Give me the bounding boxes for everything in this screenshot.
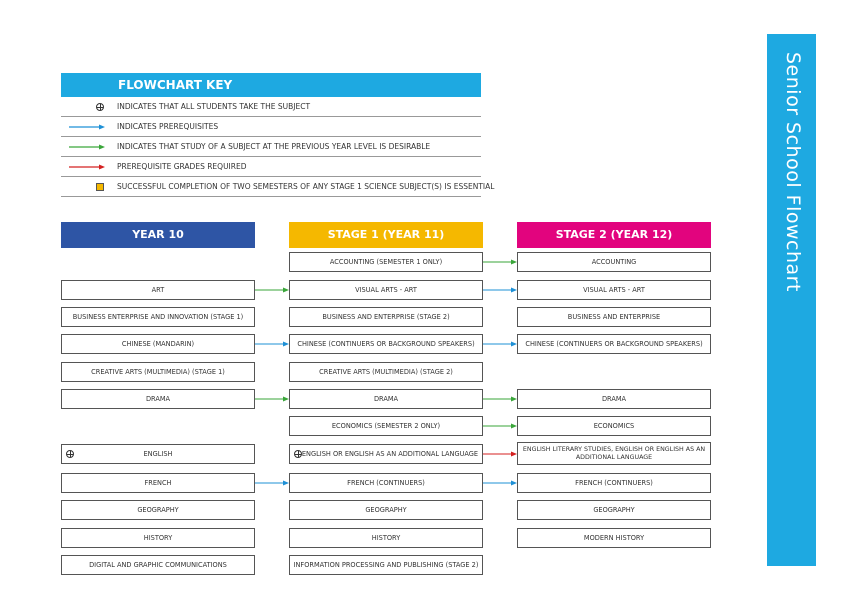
- arrow-visual-arts-s1-s2: [483, 288, 517, 293]
- key-row-text: INDICATES THAT ALL STUDENTS TAKE THE SUBJECT: [117, 102, 311, 111]
- subject-box-year10-geography: GEOGRAPHY: [61, 500, 255, 520]
- arrow-drama-s1-s2: [483, 397, 517, 402]
- arrow-french-s1-s2: [483, 481, 517, 486]
- arrow-drama-y10-s1: [255, 397, 289, 402]
- subject-box-stage1-creative-arts: CREATIVE ARTS (MULTIMEDIA) (STAGE 2): [289, 362, 483, 382]
- subject-box-stage1-accounting: ACCOUNTING (SEMESTER 1 ONLY): [289, 252, 483, 272]
- key-row-text: INDICATES THAT STUDY OF A SUBJECT AT THE PREVIOUS YEAR LEVEL IS DESIRABLE: [117, 142, 431, 151]
- subject-box-year10-creative-arts: CREATIVE ARTS (MULTIMEDIA) (STAGE 1): [61, 362, 255, 382]
- subject-box-year10-art: ART: [61, 280, 255, 300]
- subject-box-stage2-economics: ECONOMICS: [517, 416, 711, 436]
- subject-box-stage1-info-processing: INFORMATION PROCESSING AND PUBLISHING (STAGE 2): [289, 555, 483, 575]
- subject-box-stage1-french: FRENCH (CONTINUERS): [289, 473, 483, 493]
- key-title: FLOWCHART KEY: [61, 73, 481, 97]
- key-row-text: PREREQUISITE GRADES REQUIRED: [117, 162, 247, 171]
- arrow-chinese-y10-s1: [255, 342, 289, 347]
- subject-box-stage1-drama: DRAMA: [289, 389, 483, 409]
- subject-box-stage2-accounting: ACCOUNTING: [517, 252, 711, 272]
- subject-box-stage1-business: BUSINESS AND ENTERPRISE (STAGE 2): [289, 307, 483, 327]
- subject-box-year10-drama: DRAMA: [61, 389, 255, 409]
- arrow-art-y10-s1: [255, 288, 289, 293]
- sidebar-title: Senior School Flowchart: [781, 52, 804, 292]
- subject-box-year10-digital-graphic: DIGITAL AND GRAPHIC COMMUNICATIONS: [61, 555, 255, 575]
- subject-box-stage2-drama: DRAMA: [517, 389, 711, 409]
- column-header-year10: YEAR 10: [61, 222, 255, 248]
- arrow-chinese-s1-s2: [483, 342, 517, 347]
- subject-box-year10-history: HISTORY: [61, 528, 255, 548]
- subject-box-stage1-economics: ECONOMICS (SEMESTER 2 ONLY): [289, 416, 483, 436]
- subject-box-stage2-visual-arts: VISUAL ARTS - ART: [517, 280, 711, 300]
- subject-box-year10-business: BUSINESS ENTERPRISE AND INNOVATION (STAGE 1): [61, 307, 255, 327]
- subject-box-stage2-french: FRENCH (CONTINUERS): [517, 473, 711, 493]
- subject-box-stage2-english: ENGLISH LITERARY STUDIES, ENGLISH OR ENGLISH AS AN ADDITIONAL LANGUAGE: [517, 442, 711, 465]
- subject-box-stage1-history: HISTORY: [289, 528, 483, 548]
- subject-box-stage2-business: BUSINESS AND ENTERPRISE: [517, 307, 711, 327]
- arrow-french-y10-s1: [255, 481, 289, 486]
- subject-box-stage2-geography: GEOGRAPHY: [517, 500, 711, 520]
- subject-box-stage1-visual-arts: VISUAL ARTS - ART: [289, 280, 483, 300]
- subject-box-stage1-chinese: CHINESE (CONTINUERS OR BACKGROUND SPEAKERS): [289, 334, 483, 354]
- arrow-economics-s1-s2: [483, 424, 517, 429]
- subject-box-stage2-chinese: CHINESE (CONTINUERS OR BACKGROUND SPEAKERS): [517, 334, 711, 354]
- subject-box-stage2-modern-history: MODERN HISTORY: [517, 528, 711, 548]
- arrow-english-s1-s2: [483, 452, 517, 457]
- subject-box-year10-french: FRENCH: [61, 473, 255, 493]
- arrow-accounting-s1-s2: [483, 260, 517, 265]
- subject-box-stage1-geography: GEOGRAPHY: [289, 500, 483, 520]
- subject-box-year10-chinese: CHINESE (MANDARIN): [61, 334, 255, 354]
- key-row-text: INDICATES PREREQUISITES: [117, 122, 219, 131]
- key-row-text: SUCCESSFUL COMPLETION OF TWO SEMESTERS OF ANY STAGE 1 SCIENCE SUBJECT(S) IS ESSENTIAL: [117, 182, 495, 191]
- column-header-stage2: STAGE 2 (YEAR 12): [517, 222, 711, 248]
- column-header-stage1: STAGE 1 (YEAR 11): [289, 222, 483, 248]
- subject-label: ENGLISH OR ENGLISH AS AN ADDITIONAL LANGUAGE: [301, 450, 479, 458]
- subject-label: ENGLISH: [143, 450, 173, 458]
